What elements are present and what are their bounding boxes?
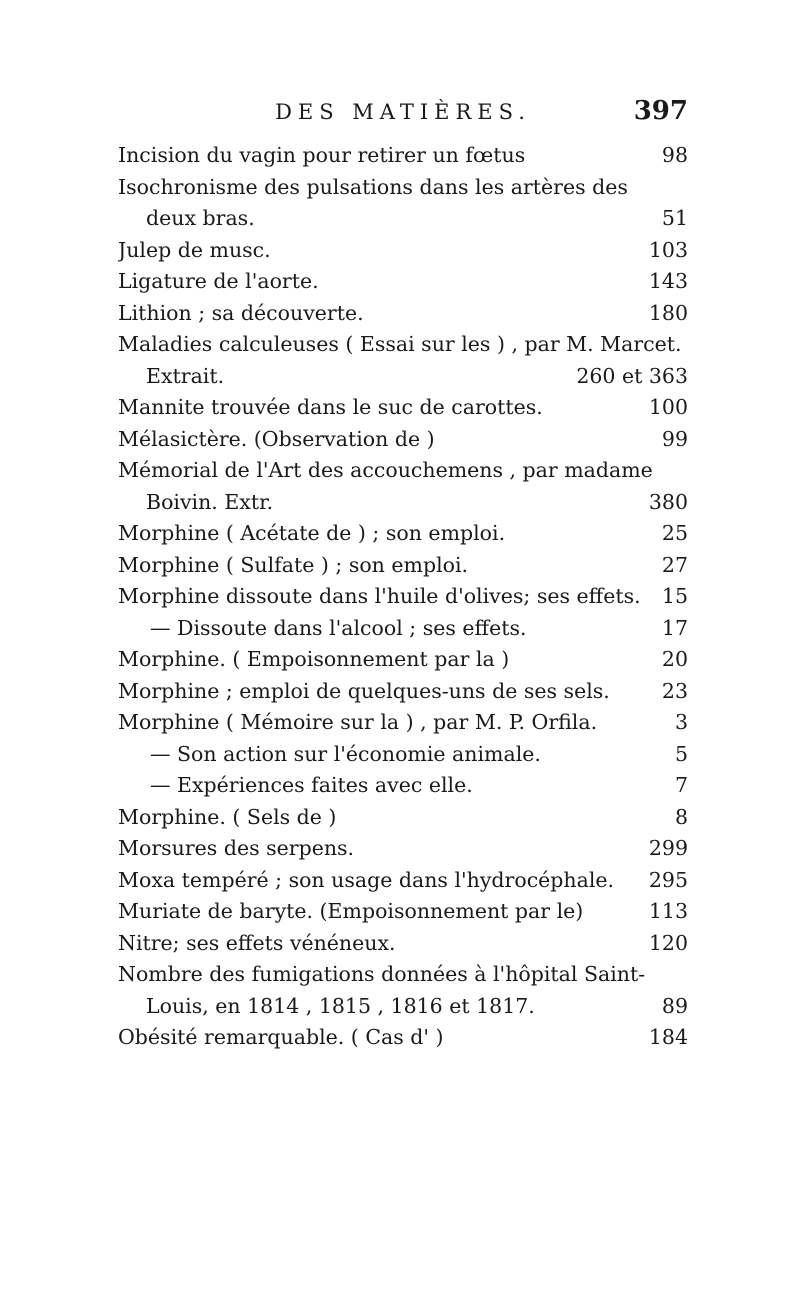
entry-line [118, 802, 688, 834]
entry-line [118, 707, 688, 739]
entry-page-number: 380 [648, 489, 688, 514]
entry-text: Obésité remarquable. ( Cas d' ) [118, 1025, 444, 1049]
index-entry [118, 581, 688, 613]
index-entry [118, 518, 688, 550]
entry-line [118, 676, 688, 708]
entry-text: Morphine ( Acétate de ) ; son emploi. [118, 521, 506, 545]
entry-line [118, 392, 688, 424]
index-entry [118, 140, 688, 172]
entry-text: Morsures des serpens. [118, 836, 355, 860]
entry-continuation: Boivin. Extr. [146, 489, 274, 514]
index-entry [118, 392, 688, 424]
entry-page-number: 180 [648, 300, 688, 325]
index-entry [118, 172, 688, 235]
entry-first-line [118, 329, 688, 361]
entry-text: Maladies calculeuses ( Essai sur les ) , par M. Marcet. [118, 332, 682, 356]
entry-page-number: 184 [648, 1025, 688, 1049]
index-entry [118, 424, 688, 456]
entry-page-number: 295 [648, 867, 688, 892]
entry-text: Nitre; ses effets vénéneux. [118, 930, 396, 955]
entry-continuation: Extrait. [146, 363, 225, 388]
entry-page-number: 120 [648, 930, 688, 955]
entry-text: — Expériences faites avec elle. [150, 773, 473, 797]
entry-continuation-line [118, 991, 688, 1023]
entry-page-number: 7 [674, 773, 688, 797]
entry-text: Nombre des fumigations données à l'hôpital Saint- [118, 962, 646, 986]
entry-continuation: Louis, en 1814 , 1815 , 1816 et 1817. [146, 993, 535, 1018]
entry-line [118, 581, 688, 613]
index-subentry [118, 739, 688, 771]
entry-continuation-line [118, 487, 688, 519]
index-entry [118, 298, 688, 330]
index-entry [118, 833, 688, 865]
index-entry [118, 266, 688, 298]
entry-line [118, 865, 688, 897]
entry-page-number: 23 [661, 678, 688, 703]
entry-first-line [118, 455, 688, 487]
entry-line [118, 1022, 688, 1054]
entry-text: Ligature de l'aorte. [118, 269, 319, 293]
entry-page-number: 260 et 363 [576, 363, 688, 388]
entry-text: Morphine ; emploi de quelques-uns de ses sels. [118, 678, 610, 703]
entry-page-number: 113 [648, 899, 688, 923]
entry-continuation-line [118, 361, 688, 393]
entry-page-number: 51 [661, 206, 688, 230]
entry-text: Morphine. ( Empoisonnement par la ) [118, 647, 510, 671]
entry-text: Isochronisme des pulsations dans les artères des [118, 174, 628, 199]
page-number: 397 [633, 96, 688, 126]
entry-text: Lithion ; sa découverte. [118, 300, 364, 325]
entry-page-number: 100 [648, 395, 688, 419]
entry-continuation-line [118, 203, 688, 235]
entry-page-number: 3 [674, 710, 688, 734]
entry-first-line [118, 172, 688, 204]
entry-text: Moxa tempéré ; son usage dans l'hydrocéphale. [118, 867, 615, 892]
index-entry [118, 676, 688, 708]
entry-page-number: 27 [661, 552, 688, 577]
entry-line [118, 550, 688, 582]
entry-page-number: 99 [661, 426, 688, 451]
entry-line [118, 235, 688, 267]
entry-page-number: 25 [661, 521, 688, 545]
entry-text: Julep de musc. [118, 237, 271, 262]
entry-text: — Son action sur l'économie animale. [150, 741, 541, 766]
entry-line [118, 739, 688, 771]
entry-text: Muriate de baryte. (Empoisonnement par le) [118, 899, 584, 923]
index-entry [118, 865, 688, 897]
index-entry [118, 329, 688, 392]
entry-page-number: 299 [648, 836, 688, 860]
entry-text: — Dissoute dans l'alcool ; ses effets. [150, 615, 527, 640]
index-entry [118, 896, 688, 928]
index-entry [118, 644, 688, 676]
index-subentry [118, 770, 688, 802]
entry-page-number: 20 [661, 647, 688, 671]
entry-line [118, 928, 688, 960]
entry-continuation: deux bras. [146, 206, 255, 230]
entry-line [118, 833, 688, 865]
entry-text: Morphine dissoute dans l'huile d'olives; ses effets. [118, 584, 641, 608]
entry-page-number: 8 [674, 804, 688, 829]
index-entry [118, 707, 688, 739]
entry-text: Mémorial de l'Art des accouchemens , par madame [118, 458, 653, 482]
entry-text: Morphine ( Mémoire sur la ) , par M. P. Orfila. [118, 710, 598, 734]
entry-page-number: 143 [648, 269, 688, 293]
entry-text: Mélasictère. (Observation de ) [118, 426, 435, 451]
entry-line [118, 896, 688, 928]
running-head [118, 96, 688, 136]
index-subentry [118, 613, 688, 645]
entry-page-number: 17 [661, 615, 688, 640]
entry-text: Morphine ( Sulfate ) ; son emploi. [118, 552, 469, 577]
index-entry [118, 928, 688, 960]
index-list [118, 140, 688, 1054]
entry-page-number: 98 [661, 143, 688, 167]
entry-page-number: 15 [661, 584, 688, 608]
entry-line [118, 424, 688, 456]
index-entry [118, 802, 688, 834]
entry-line [118, 140, 688, 172]
entry-page-number: 89 [661, 993, 688, 1018]
entry-line [118, 266, 688, 298]
index-entry [118, 455, 688, 518]
entry-first-line [118, 959, 688, 991]
entry-line [118, 518, 688, 550]
index-entry [118, 235, 688, 267]
entry-page-number: 5 [674, 741, 688, 766]
entry-line [118, 644, 688, 676]
entry-line [118, 770, 688, 802]
index-entry [118, 959, 688, 1022]
entry-page-number: 103 [648, 237, 688, 262]
entry-text: Mannite trouvée dans le suc de carottes. [118, 395, 543, 419]
entry-text: Morphine. ( Sels de ) [118, 804, 337, 829]
entry-text: Incision du vagin pour retirer un fœtus [118, 143, 526, 167]
index-entry [118, 550, 688, 582]
index-entry [118, 1022, 688, 1054]
entry-line [118, 613, 688, 645]
entry-line [118, 298, 688, 330]
running-title: DES MATIÈRES. [275, 100, 531, 124]
